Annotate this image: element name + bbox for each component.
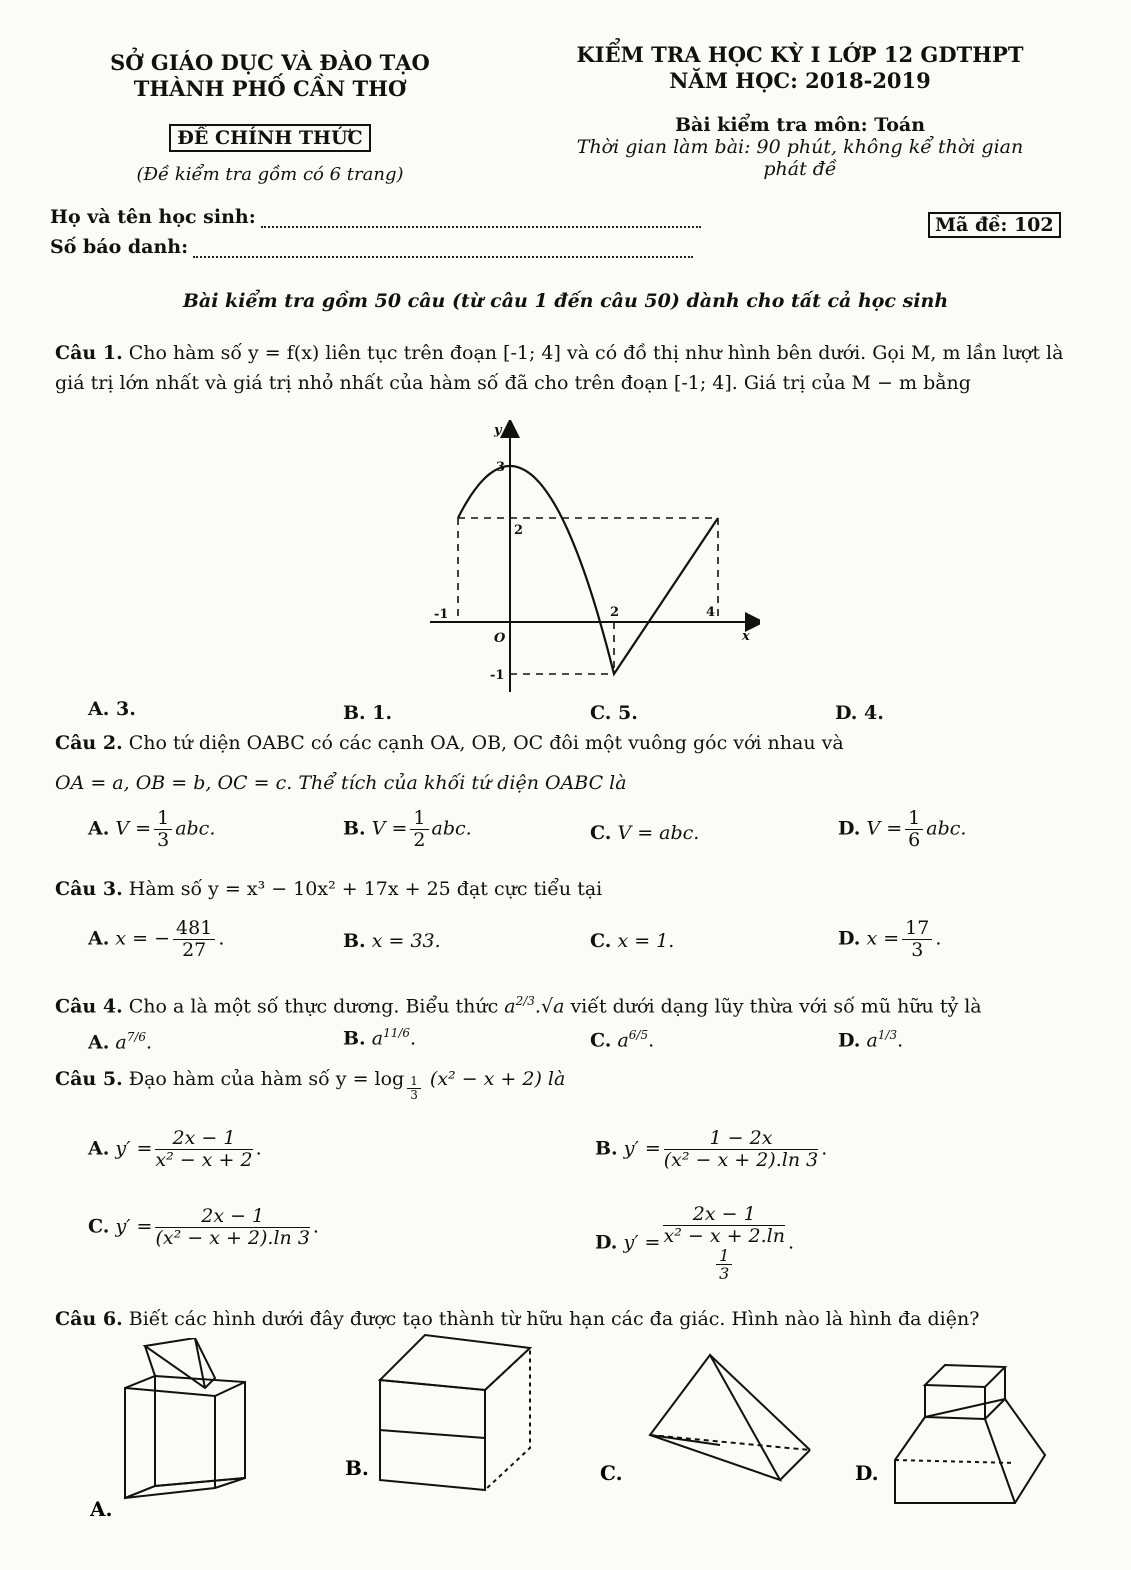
q2-b-num: 1 [410, 808, 428, 830]
question-3 [55, 874, 602, 904]
q2-b-den: 2 [413, 828, 426, 851]
q3-b-letter: B. [343, 930, 366, 952]
q3-a-letter: A. [88, 927, 110, 950]
q3-c-letter: C. [590, 930, 612, 952]
id-label: Số báo danh: [50, 236, 189, 258]
q1-option-d[interactable]: D. 4. [835, 702, 884, 724]
q3-d-letter: D. [838, 927, 861, 950]
student-name-row [50, 206, 701, 228]
exam-header [560, 42, 1040, 180]
q4-option-a[interactable]: A. $a^{7/6}$. [88, 1030, 153, 1054]
q6-d-letter: D. [855, 1461, 879, 1485]
q2-a-num: 1 [154, 808, 172, 830]
q5-d-sub-den: 3 [719, 1264, 730, 1284]
q3-text: Hàm số y = x³ − 10x² + 17x + 25 đạt cực tiểu tại [128, 878, 603, 900]
q2-d-v: V = [866, 817, 903, 840]
id-field[interactable] [193, 238, 693, 258]
name-field[interactable] [261, 208, 701, 228]
city-name: THÀNH PHỐ CẦN THƠ [133, 76, 407, 101]
exam-time: Thời gian làm bài: 90 phút, không kể thời gian phát đề [576, 136, 1024, 180]
q2-option-a[interactable] [88, 808, 215, 851]
q5-option-a[interactable]: A. y′ = $\frac{2x - 1}{\text{x² − x + 2}}$ . [88, 1127, 262, 1171]
q1-option-c[interactable]: C. 5. [590, 702, 638, 724]
q2-b-v: V = [371, 817, 408, 840]
q3-d-den: 3 [911, 938, 924, 961]
q4-option-d[interactable]: D. $a^{1/3}$. [838, 1028, 904, 1052]
q5-text-b: (x² − x + 2) là [429, 1068, 566, 1090]
q6-figure-b[interactable] [345, 1330, 535, 1520]
q4-c-letter: C. [590, 1029, 612, 1052]
q1-text-a: Cho hàm số y = f(x) liên tục trên đoạn [-1; 4] và có đồ thị như hình bên dưới. Gọi M, m lần lượt là [128, 342, 1064, 364]
q5-option-b[interactable]: B. y′ = $\frac{1 - 2x}{\text{(x² − x + 2).ln 3}}$ . [595, 1127, 828, 1171]
q5-option-c[interactable]: C. y′ = $\frac{2x - 1}{\text{(x² − x + 2).ln 3}}$ . [88, 1205, 319, 1249]
q4-d-exp: 1/3 [877, 1028, 898, 1042]
question-2 [55, 728, 1115, 808]
tick-y-neg1: -1 [490, 668, 505, 683]
pages-note: (Đề kiểm tra gồm có 6 trang) [136, 164, 404, 185]
school-year: NĂM HỌC: 2018-2019 [669, 68, 931, 93]
q5-a-num: 2x − 1 [155, 1128, 252, 1150]
q4-d-letter: D. [838, 1029, 861, 1052]
q5-c-y: y′ = [115, 1215, 153, 1238]
subject: Bài kiểm tra môn: Toán [674, 114, 926, 136]
q2-d-letter: D. [838, 817, 861, 840]
tick-x-4: 4 [706, 605, 716, 620]
q1-text-b: giá trị lớn nhất và giá trị nhỏ nhất của hàm số đã cho trên đoạn [-1; 4]. Giá trị của M − m bằng [55, 372, 971, 394]
q1-label: Câu 1. [55, 342, 123, 364]
q2-a-den: 3 [157, 828, 170, 851]
intro-line: Bài kiểm tra gồm 50 câu (từ câu 1 đến câu 50) dành cho tất cả học sinh [182, 290, 949, 312]
q4-a-base: a [115, 1031, 127, 1054]
q5-d-den: x² − x + 2.ln [663, 1224, 785, 1247]
q4-label: Câu 4. [55, 995, 123, 1018]
tick-y-2: 2 [514, 523, 524, 538]
q3-d-num: 17 [902, 918, 932, 940]
q3-a-den: 27 [182, 938, 207, 961]
q5-b-y: y′ = [623, 1137, 661, 1160]
q5-a-y: y′ = [115, 1137, 153, 1160]
q5-c-num: 2x − 1 [155, 1206, 309, 1228]
origin-label: O [494, 631, 506, 646]
q2-a-v: V = [115, 817, 152, 840]
q1-graph [420, 420, 760, 700]
q3-label: Câu 3. [55, 878, 123, 900]
q5-d-letter: D. [595, 1231, 618, 1254]
q6-b-letter: B. [345, 1456, 369, 1480]
q4-a-exp: 7/6 [126, 1030, 147, 1044]
q4-b-base: a [371, 1027, 384, 1050]
q4-expr-exp: 2/3 [515, 994, 535, 1008]
q2-c-letter: C. [590, 822, 612, 844]
q5-b-letter: B. [595, 1137, 618, 1160]
q6-figure-d[interactable] [855, 1355, 1055, 1535]
q2-a-letter: A. [88, 817, 110, 840]
q5-option-d[interactable]: D. y′ = 2x − 1 x² − x + 2.ln $\frac{1}{3}$ . [595, 1203, 795, 1284]
tick-x-neg1: -1 [434, 607, 449, 622]
q3-c-expr: x = 1. [617, 930, 675, 952]
q4-text-b: viết dưới dạng lũy thừa với số mũ hữu tỷ là [570, 995, 982, 1018]
q2-option-b[interactable] [343, 808, 472, 851]
q5-a-den: x² − x + 2 [155, 1148, 253, 1171]
q3-d-pre: x = [866, 927, 900, 950]
q2-d-den: 6 [908, 828, 921, 851]
q2-option-d[interactable] [838, 808, 966, 851]
q2-b-abc: abc. [431, 817, 472, 840]
q5-d-num: 2x − 1 [663, 1204, 785, 1226]
q4-option-c[interactable]: C. $a^{6/5}$. [590, 1028, 655, 1052]
q5-a-letter: A. [88, 1137, 110, 1160]
q4-d-base: a [866, 1029, 878, 1052]
q3-option-c[interactable] [590, 930, 674, 952]
q4-option-b[interactable]: B. $a^{11/6}$. [343, 1026, 417, 1050]
school-header [60, 50, 480, 185]
q4-c-base: a [617, 1029, 629, 1052]
q2-option-c[interactable] [590, 822, 699, 844]
exam-title: KIỂM TRA HỌC KỲ I LỚP 12 GDTHPT [576, 42, 1024, 67]
q6-text: Biết các hình dưới đây được tạo thành từ hữu hạn các đa giác. Hình nào là hình đa diện? [128, 1308, 980, 1330]
q5-d-y: y′ = [623, 1231, 661, 1254]
q5-label: Câu 5. [55, 1068, 123, 1090]
q4-b-letter: B. [343, 1027, 366, 1050]
q4-a-letter: A. [88, 1031, 110, 1054]
q4-b-exp: 11/6 [383, 1026, 411, 1040]
q5-c-letter: C. [88, 1215, 110, 1238]
q4-text-a: Cho a là một số thực dương. Biểu thức [128, 995, 499, 1018]
q3-b-expr: x = 33. [371, 930, 441, 952]
q6-label: Câu 6. [55, 1308, 123, 1330]
q5-base-den: 3 [410, 1088, 418, 1102]
q1-option-b[interactable]: B. 1. [343, 702, 393, 724]
q2-b-letter: B. [343, 817, 366, 840]
q2-label: Câu 2. [55, 732, 123, 754]
q2-text-b: OA = a, OB = b, OC = c. Thể tích của khối tứ diện OABC là [55, 772, 627, 794]
q2-text-a: Cho tứ diện OABC có các cạnh OA, OB, OC đôi một vuông góc với nhau và [128, 732, 844, 754]
q3-option-a[interactable]: A. x = − $\frac{481}{27}$ . [88, 917, 225, 961]
q6-figure-c[interactable] [600, 1350, 830, 1530]
q2-d-abc: abc. [926, 817, 967, 840]
q5-b-den: (x² − x + 2).ln 3 [663, 1148, 819, 1171]
q3-a-pre: x = − [115, 927, 171, 950]
q6-a-letter: A. [90, 1497, 113, 1521]
q3-option-d[interactable]: D. x = $\frac{17}{3}$ . [838, 917, 942, 961]
q4-expr-base: a [504, 995, 516, 1018]
q3-option-b[interactable] [343, 930, 441, 952]
q2-d-num: 1 [905, 808, 923, 830]
q1-option-a[interactable]: A. 3. [88, 698, 136, 720]
q6-figure-a[interactable] [90, 1338, 270, 1528]
q3-a-num: 481 [173, 918, 215, 940]
q2-a-abc: abc. [175, 817, 216, 840]
q5-d-sub-num: 1 [716, 1247, 732, 1266]
q5-base-num: 1 [407, 1075, 421, 1089]
q5-c-den: (x² − x + 2).ln 3 [155, 1226, 310, 1249]
q2-c-expr: V = abc. [617, 822, 700, 844]
tick-y-3: 3 [496, 460, 506, 475]
question-5 [55, 1064, 565, 1102]
official-stamp: ĐỀ CHÍNH THỨC [169, 124, 370, 152]
x-axis-label: x [742, 629, 750, 644]
q5-text: Đạo hàm của hàm số y = log [128, 1068, 405, 1090]
exam-code: Mã đề: 102 [928, 212, 1061, 238]
question-4 [55, 986, 982, 1021]
q5-b-num: 1 − 2x [664, 1128, 818, 1150]
q4-expr-rad: .√a [534, 995, 565, 1018]
exam-code-box [928, 214, 1061, 236]
q6-c-letter: C. [600, 1461, 623, 1485]
y-axis-label: y [494, 423, 502, 438]
q4-c-exp: 6/5 [628, 1028, 649, 1042]
student-id-row [50, 236, 693, 258]
dept-name: SỞ GIÁO DỤC VÀ ĐÀO TẠO [110, 50, 430, 75]
question-1 [55, 338, 1115, 398]
name-label: Họ và tên học sinh: [50, 206, 256, 228]
tick-x-2: 2 [610, 605, 620, 620]
